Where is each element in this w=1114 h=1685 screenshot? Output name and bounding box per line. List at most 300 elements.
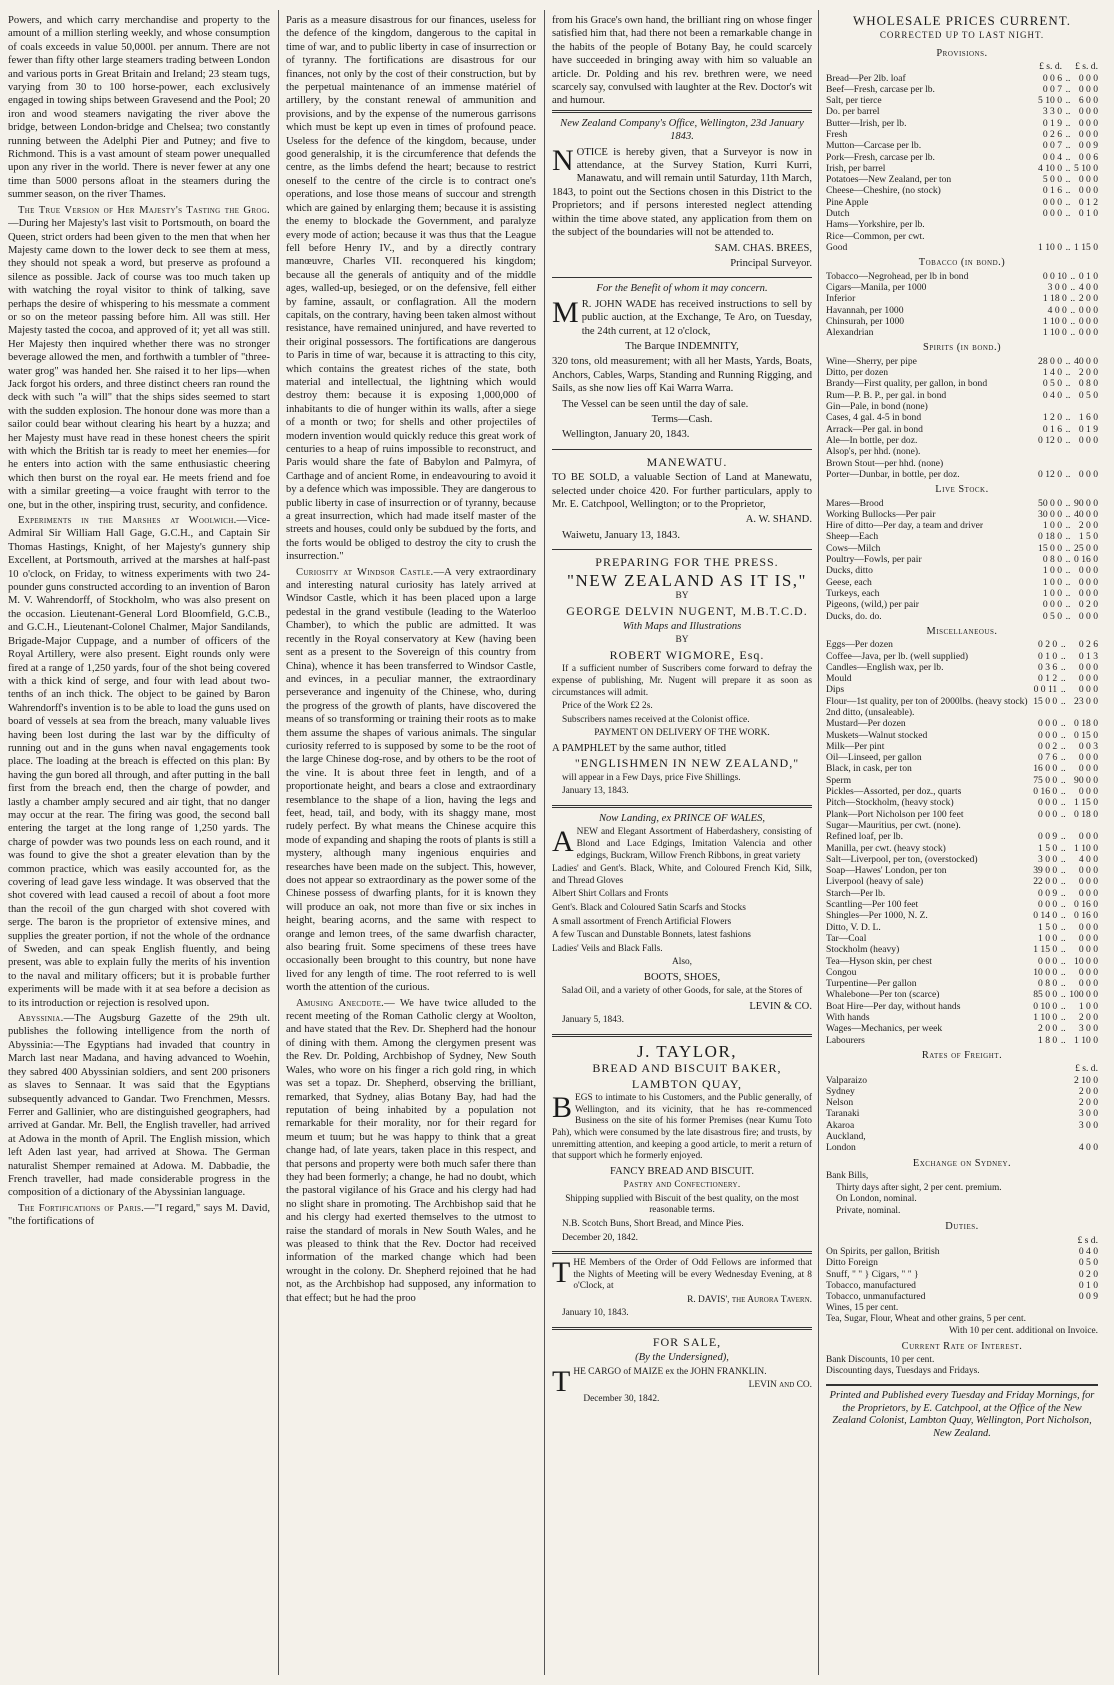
- price-separator: ..: [1060, 842, 1066, 854]
- price-item: Good: [826, 241, 848, 253]
- price-item: Cows—Milch: [826, 542, 881, 554]
- table-row: [826, 1257, 1098, 1268]
- price-separator: ..: [1065, 576, 1071, 588]
- price-low: 28 0 0: [1038, 355, 1063, 367]
- price-item: Salt—Liverpool, per ton, (overstocked): [826, 853, 978, 865]
- price-high: 0 0 0: [1078, 865, 1098, 877]
- price-separator: ..: [1070, 281, 1076, 293]
- table-row: [826, 271, 1098, 282]
- price-low: 0 0 9: [1038, 831, 1058, 843]
- price-low: 0 0 0: [1038, 797, 1058, 809]
- rate-value: 0 2 0: [1078, 1268, 1098, 1280]
- price-item: Working Bullocks—Per pair: [826, 508, 936, 520]
- price-separator: ..: [1065, 378, 1071, 390]
- price-separator: ..: [1060, 740, 1066, 752]
- price-low: 0 2 0: [1038, 639, 1058, 651]
- price-high: 0 5 0: [1078, 389, 1098, 401]
- table-row: [826, 1142, 1098, 1153]
- price-item: Cheese—Cheshire, (no stock): [826, 185, 941, 197]
- price-separator: ..: [1060, 684, 1066, 696]
- price-low: 39 0 0: [1033, 865, 1058, 877]
- price-low: 1 10 0: [1038, 241, 1063, 253]
- table-row: [826, 978, 1098, 989]
- price-high: [1074, 231, 1098, 242]
- price-item: Sperm: [826, 774, 852, 786]
- table-row: [826, 639, 1098, 650]
- ad-taylor-fancy: FANCY BREAD AND BISCUIT.: [609, 1165, 754, 1177]
- price-separator: [1062, 231, 1074, 242]
- price-high: [1069, 707, 1098, 718]
- price-high: 0 0 0: [1078, 576, 1098, 588]
- price-high: 0 0 0: [1078, 887, 1098, 899]
- table-row: [826, 763, 1098, 774]
- section-live-stock: Live Stock.: [935, 484, 989, 496]
- price-item: 2nd ditto, (unsaleable).: [826, 706, 915, 718]
- price-high: [1074, 446, 1098, 457]
- table-row: [826, 854, 1098, 865]
- price-low: 0 0 0: [1042, 196, 1063, 208]
- price-item: Mustard—Per dozen: [826, 718, 906, 730]
- price-item: Arrack—Per gal. in bond: [826, 423, 923, 435]
- ad-levin-haberdashery: [552, 805, 812, 1034]
- drop-cap: T: [552, 1256, 571, 1290]
- rate-value: 3 0 0: [1078, 1119, 1098, 1131]
- price-high: 0 0 0: [1078, 978, 1098, 990]
- price-separator: ..: [1060, 752, 1066, 764]
- price-item: Wages—Mechanics, per week: [826, 1023, 943, 1035]
- ad-maize-body: HE CARGO of MAIZE ex the JOHN FRANKLIN.: [573, 1366, 767, 1377]
- ad-taylor-date: December 20, 1842.: [562, 1232, 639, 1243]
- ad-taylor-nb: N.B. Scotch Buns, Short Bread, and Mince Pies.: [562, 1218, 744, 1229]
- price-high: 5 10 0: [1074, 162, 1098, 174]
- price-item: Sheep—Each: [826, 531, 879, 543]
- interest-line: Discounting days, Tuesdays and Fridays.: [826, 1366, 980, 1377]
- section-exchange: Exchange on Sydney.: [912, 1157, 1012, 1169]
- price-item: Gin—Pale, in bond (none): [826, 401, 928, 413]
- exchange-line: Private, nominal.: [836, 1205, 901, 1216]
- ad-taylor-trade: BREAD AND BISCUIT BAKER,: [592, 1061, 782, 1076]
- price-separator: ..: [1060, 1023, 1066, 1035]
- rate-value: 0 1 0: [1078, 1280, 1098, 1292]
- price-high: 0 0 0: [1078, 610, 1098, 622]
- price-high: 2 0 0: [1078, 293, 1098, 305]
- price-low: 0 0 6: [1042, 72, 1063, 84]
- price-item: With hands: [826, 1012, 870, 1023]
- table-row: [826, 197, 1098, 208]
- price-high: 90 0 0: [1074, 774, 1098, 786]
- table-row: [826, 498, 1098, 509]
- price-high: 100 0 0: [1069, 989, 1098, 1001]
- column-2: [286, 14, 536, 1674]
- ad-book: [552, 549, 812, 805]
- price-low: 0 0 7: [1042, 83, 1063, 95]
- price-high: 23 0 0: [1074, 695, 1098, 707]
- rate-item: On Spirits, per gallon, British: [826, 1246, 940, 1258]
- price-item: Plank—Port Nicholson per 100 feet: [826, 808, 964, 820]
- table-row: [826, 741, 1098, 752]
- ad-book-subs: Subscribers names received at the Colonist office.: [562, 714, 750, 725]
- price-low: 0 18 0: [1038, 531, 1063, 543]
- table-row: [826, 185, 1098, 196]
- price-low: 22 0 0: [1033, 876, 1058, 888]
- price-low: 0 5 0: [1042, 378, 1063, 390]
- price-high: 0 1 3: [1078, 650, 1098, 662]
- price-separator: ..: [1065, 174, 1071, 186]
- column-rule: [818, 10, 819, 1675]
- price-separator: ..: [1060, 853, 1066, 865]
- price-high: 2 0 0: [1078, 367, 1098, 379]
- ad-wade-terms: Terms—Cash.: [651, 413, 713, 425]
- article-grog-head: The True Version of Her Majesty's Tasting the Grog.: [18, 204, 270, 216]
- table-row: [826, 1131, 1098, 1142]
- ad-taylor-baker: [552, 1034, 812, 1251]
- price-item: Hams—Yorkshire, per lb.: [826, 219, 925, 231]
- price-item: Bread—Per 2lb. loaf: [826, 72, 906, 84]
- price-low: 15 0 0: [1038, 542, 1063, 554]
- table-row: [826, 1086, 1098, 1097]
- price-high: 0 0 0: [1078, 174, 1098, 186]
- ad-manewatu-body: TO BE SOLD, a valuable Section of Land at Manewatu, selected under choice 420. For further particulars, apply to Mr. E. Catchpool, Wellington; or to the Proprietor,: [552, 472, 812, 510]
- ad-pamphlet-appear: will appear in a Few Days, price Five Shillings.: [562, 772, 741, 783]
- article-paris-text: —"I regard," says M. David, "the fortifications of: [8, 1202, 270, 1228]
- table-row: [826, 831, 1098, 842]
- price-separator: ..: [1060, 729, 1066, 741]
- prices-subtitle: CORRECTED UP TO LAST NIGHT.: [879, 30, 1045, 41]
- price-separator: ..: [1060, 639, 1066, 651]
- price-item: Havannah, per 1000: [826, 304, 904, 316]
- price-item: Oil—Linseed, per gallon: [826, 752, 922, 764]
- price-high: 0 16 0: [1074, 554, 1098, 566]
- price-low: 50 0 0: [1038, 497, 1063, 509]
- table-row: [826, 390, 1098, 401]
- rate-item: Sydney: [826, 1085, 855, 1097]
- price-high: 0 0 0: [1078, 786, 1098, 798]
- price-separator: ..: [1060, 831, 1066, 843]
- rate-value: 2 0 0: [1078, 1097, 1098, 1109]
- price-separator: ..: [1065, 412, 1071, 424]
- price-separator: ..: [1065, 117, 1071, 129]
- price-item: Dutch: [826, 208, 850, 220]
- price-low: 1 18 0: [1042, 293, 1067, 305]
- price-separator: ..: [1065, 508, 1071, 520]
- price-separator: ..: [1060, 718, 1066, 730]
- price-high: 0 18 0: [1074, 808, 1098, 820]
- price-header: £ s. d.: [1075, 61, 1098, 73]
- section-duties: Duties.: [945, 1221, 979, 1233]
- column-3: [552, 14, 812, 1674]
- price-item: Porter—Dunbar, in bottle, per doz.: [826, 468, 960, 480]
- table-row: [826, 520, 1098, 531]
- price-separator: ..: [1060, 786, 1066, 798]
- table-row: [826, 231, 1098, 242]
- price-item: Manilla, per cwt. (heavy stock): [826, 842, 946, 854]
- article-abyssinia-head: Abyssinia.: [18, 1013, 64, 1025]
- price-high: 90 0 0: [1074, 497, 1098, 509]
- ad-manewatu-sig: A. W. SHAND.: [745, 514, 812, 526]
- section-freight: Rates of Freight.: [921, 1049, 1003, 1061]
- ad-odd-fellows: [552, 1251, 812, 1327]
- price-high: 0 16 0: [1074, 899, 1098, 911]
- list-item: Ladies' and Gent's. Black, White, and Coloured French Kid, Silk, and Thread Gloves: [552, 864, 812, 886]
- price-low: [1033, 707, 1057, 718]
- rate-value: 2 10 0: [1074, 1074, 1098, 1086]
- price-separator: ..: [1060, 763, 1066, 775]
- price-separator: ..: [1060, 966, 1066, 978]
- price-high: 0 15 0: [1074, 729, 1098, 741]
- ad-wade-auction: [552, 277, 812, 448]
- ad-levin-body: NEW and Elegant Assortment of Haberdashery, consisting of Blond and Lace Edgings, Imitation Valencia and other edgings, Buckram, Willow French Ribbons, in great variety: [576, 827, 812, 861]
- table-row: [826, 662, 1098, 673]
- price-item: Potatoes—New Zealand, per ton: [826, 174, 952, 186]
- price-separator: ..: [1070, 315, 1076, 327]
- table-row: [826, 1097, 1098, 1108]
- ad-taylor-pastry: Pastry and Confectionery.: [623, 1180, 741, 1191]
- price-separator: ..: [1060, 1012, 1066, 1023]
- table-row: [826, 1075, 1098, 1086]
- price-high: 0 1 0: [1078, 208, 1098, 220]
- ad-maize-sub: (By the Undersigned),: [635, 1352, 729, 1364]
- price-item: Ducks, do. do.: [826, 610, 882, 622]
- ad-book-title: "NEW ZEALAND AS IT IS,": [567, 570, 807, 590]
- price-item: Irish, per barrel: [826, 162, 886, 174]
- price-item: Refined loaf, per lb.: [826, 831, 903, 843]
- table-row: [826, 327, 1098, 338]
- price-separator: ..: [1065, 355, 1071, 367]
- table-row: [826, 1035, 1098, 1046]
- price-low: 30 0 0: [1038, 508, 1063, 520]
- price-low: 0 1 0: [1038, 650, 1058, 662]
- price-high: 0 0 9: [1078, 140, 1098, 152]
- price-low: 1 0 0: [1042, 565, 1063, 577]
- price-item: Tobacco—Negrohead, per lb in bond: [826, 270, 969, 282]
- exchange-line: On London, nominal.: [836, 1194, 917, 1205]
- price-high: 1 15 0: [1074, 241, 1098, 253]
- price-high: [1074, 219, 1098, 230]
- price-separator: [1057, 707, 1069, 718]
- price-low: 1 5 0: [1038, 921, 1058, 933]
- price-high: 1 0 0: [1078, 1000, 1098, 1012]
- price-separator: ..: [1060, 774, 1066, 786]
- price-low: 0 14 0: [1033, 910, 1058, 922]
- price-separator: ..: [1060, 876, 1066, 888]
- price-separator: ..: [1065, 367, 1071, 379]
- price-low: 0 1 2: [1038, 673, 1058, 685]
- price-low: 1 0 0: [1042, 576, 1063, 588]
- article-anecdote: [286, 997, 536, 1305]
- price-item: Ale—In bottle, per doz.: [826, 434, 918, 446]
- price-high: 0 0 0: [1078, 315, 1098, 327]
- ad-wade-head: For the Benefit of whom it may concern.: [596, 283, 768, 295]
- section-interest: Current Rate of Interest.: [901, 1341, 1023, 1353]
- ad-maize-sale: [552, 1327, 812, 1413]
- table-row: [826, 554, 1098, 565]
- table-row: [826, 242, 1098, 253]
- table-row: [826, 944, 1098, 955]
- price-item: Whalebone—Per ton (scarce): [826, 989, 940, 1001]
- article-abyssinia: [8, 1012, 270, 1200]
- table-row: [826, 412, 1098, 423]
- table-row: [826, 1108, 1098, 1119]
- price-low: 0 1 6: [1042, 185, 1063, 197]
- price-high: 0 0 0: [1078, 434, 1098, 446]
- ad-taylor-place: LAMBTON QUAY,: [631, 1076, 743, 1091]
- table-row: [826, 305, 1098, 316]
- table-row: [826, 797, 1098, 808]
- price-item: Flour—1st quality, per ton of 2000lbs. (heavy stock): [826, 695, 1028, 707]
- ad-levin-head: Now Landing, ex PRINCE OF WALES,: [598, 813, 766, 824]
- table-header-row: [826, 1063, 1098, 1074]
- price-item: Alexandrian: [826, 327, 874, 339]
- price-separator: ..: [1065, 72, 1071, 84]
- rate-item: Taranaki: [826, 1108, 860, 1120]
- table-row: [826, 435, 1098, 446]
- exchange-line: Thirty days after sight, 2 per cent. premium.: [836, 1182, 1002, 1193]
- table-header-row: [826, 1235, 1098, 1246]
- table-live-stock: [826, 498, 1098, 622]
- table-row: [826, 531, 1098, 542]
- price-high: 0 0 0: [1078, 565, 1098, 577]
- table-row: [826, 956, 1098, 967]
- price-item: Congou: [826, 966, 857, 978]
- rate-item: Valparaizo: [826, 1074, 868, 1086]
- table-row: [826, 696, 1098, 707]
- price-separator: ..: [1065, 162, 1071, 174]
- price-separator: ..: [1065, 423, 1071, 435]
- price-separator: ..: [1065, 587, 1071, 599]
- table-row: [826, 543, 1098, 554]
- price-low: 0 0 0: [1038, 718, 1058, 730]
- rate-value: 0 4 0: [1078, 1246, 1098, 1258]
- section-tobacco: Tobacco (in bond.): [918, 257, 1006, 269]
- price-item: Beef—Fresh, carcase per lb.: [826, 83, 935, 95]
- table-freight: [826, 1063, 1098, 1153]
- price-low: 0 0 0: [1038, 729, 1058, 741]
- prices-title: WHOLESALE PRICES CURRENT.: [853, 14, 1071, 28]
- rate-item: Tobacco, unmanufactured: [826, 1291, 926, 1303]
- price-item: Butter—Irish, per lb.: [826, 117, 907, 129]
- price-low: 1 2 0: [1042, 412, 1063, 424]
- price-item: Rum—P. B. P., per gal. in bond: [826, 389, 947, 401]
- price-high: 0 0 3: [1078, 740, 1098, 752]
- price-low: 0 1 9: [1042, 117, 1063, 129]
- table-row: [826, 967, 1098, 978]
- table-spirits: [826, 356, 1098, 480]
- price-low: 1 8 0: [1038, 1034, 1058, 1046]
- price-low: 15 0 0: [1033, 695, 1058, 707]
- price-item: Stockholm (heavy): [826, 944, 900, 956]
- price-separator: ..: [1060, 808, 1066, 820]
- table-row: [826, 1291, 1098, 1302]
- ad-manewatu-date: Waiwetu, January 13, 1843.: [562, 529, 681, 541]
- price-high: [1069, 820, 1098, 831]
- price-high: 2 0 0: [1078, 520, 1098, 532]
- table-row: [826, 899, 1098, 910]
- price-low: 0 1 6: [1042, 423, 1063, 435]
- price-high: 0 8 0: [1078, 378, 1098, 390]
- table-header-row: [826, 61, 1098, 72]
- price-high: 4 0 0: [1078, 281, 1098, 293]
- price-low: 3 0 0: [1047, 281, 1067, 293]
- price-header: £ s. d.: [1075, 1063, 1098, 1075]
- rate-value: 3 0 0: [1078, 1108, 1098, 1120]
- price-item: Alsop's, per hhd. (none).: [826, 446, 921, 458]
- price-item: Starch—Per lb.: [826, 887, 886, 899]
- ad-wade-date: Wellington, January 20, 1843.: [562, 429, 690, 441]
- ad-nz-company-head: New Zealand Company's Office, Wellington, 23d January 1843.: [560, 117, 804, 143]
- ad-nz-company: [552, 110, 812, 277]
- price-low: 0 0 0: [1038, 808, 1058, 820]
- price-item: Salt, per tierce: [826, 95, 882, 107]
- price-low: 1 10 0: [1042, 327, 1067, 339]
- price-high: 0 1 2: [1078, 196, 1098, 208]
- price-high: 0 0 0: [1078, 684, 1098, 696]
- price-separator: [1062, 446, 1074, 457]
- price-item: Black, in cask, per ton: [826, 763, 912, 775]
- list-item: A few Tuscan and Dunstable Bonnets, latest fashions: [552, 930, 751, 941]
- price-high: 1 5 0: [1078, 531, 1098, 543]
- drop-cap: N: [552, 143, 574, 177]
- price-high: 0 0 0: [1078, 83, 1098, 95]
- table-provisions: [826, 61, 1098, 253]
- price-item: Brown Stout—per hhd. (none): [826, 457, 944, 469]
- table-row: [826, 293, 1098, 304]
- price-item: Muskets—Walnut stocked: [826, 729, 928, 741]
- table-miscellaneous: [826, 639, 1098, 1046]
- price-low: 1 10 0: [1042, 315, 1067, 327]
- ad-book-author: GEORGE DELVIN NUGENT, M.B.T.C.D.: [566, 603, 808, 618]
- price-high: 2 0 0: [1078, 1012, 1098, 1023]
- ad-wade-barque: The Barque INDEMNITY,: [625, 340, 739, 352]
- price-low: 1 15 0: [1033, 944, 1058, 956]
- rate-value: [1074, 1131, 1098, 1142]
- table-row: [826, 446, 1098, 457]
- price-separator: [1057, 820, 1069, 831]
- price-item: Pine Apple: [826, 196, 869, 208]
- table-row: [826, 865, 1098, 876]
- price-item: Ditto, V. D. L.: [826, 921, 881, 933]
- table-row: [826, 888, 1098, 899]
- ad-wade-body2: 320 tons, old measurement; with all her Masts, Yards, Boats, Anchors, Cables, Warps, Standing and Running Rigging, and Sails, as she now lies off Kai Warra Warra.: [552, 356, 812, 395]
- price-item: Hire of ditto—Per day, a team and driver: [826, 520, 984, 532]
- price-item: Turkeys, each: [826, 587, 880, 599]
- table-row: [826, 684, 1098, 695]
- list-item: Albert Shirt Collars and Fronts: [552, 889, 669, 900]
- price-item: Candles—English wax, per lb.: [826, 661, 944, 673]
- price-high: 0 16 0: [1074, 910, 1098, 922]
- price-item: Do. per barrel: [826, 106, 880, 118]
- table-row: [826, 577, 1098, 588]
- rate-value: 0 0 9: [1078, 1291, 1098, 1303]
- column-4-prices: [826, 14, 1098, 1674]
- price-low: 0 8 0: [1038, 978, 1058, 990]
- price-low: 75 0 0: [1033, 774, 1058, 786]
- table-row: [826, 730, 1098, 741]
- price-low: 0 2 6: [1042, 129, 1063, 140]
- price-item: Cigars—Manila, per 1000: [826, 281, 927, 293]
- price-high: 0 0 0: [1078, 468, 1098, 480]
- article-anecdote-head: Amusing Anecdote.: [296, 997, 385, 1009]
- price-separator: ..: [1060, 1034, 1066, 1046]
- price-high: 6 0 0: [1078, 95, 1098, 107]
- price-high: 0 0 0: [1078, 185, 1098, 197]
- price-low: 0 12 0: [1038, 434, 1063, 446]
- column-1: [8, 14, 270, 1674]
- price-low: [1038, 458, 1062, 469]
- table-row: [826, 933, 1098, 944]
- price-low: 0 12 0: [1038, 468, 1063, 480]
- table-row: [826, 809, 1098, 820]
- price-separator: ..: [1065, 208, 1071, 220]
